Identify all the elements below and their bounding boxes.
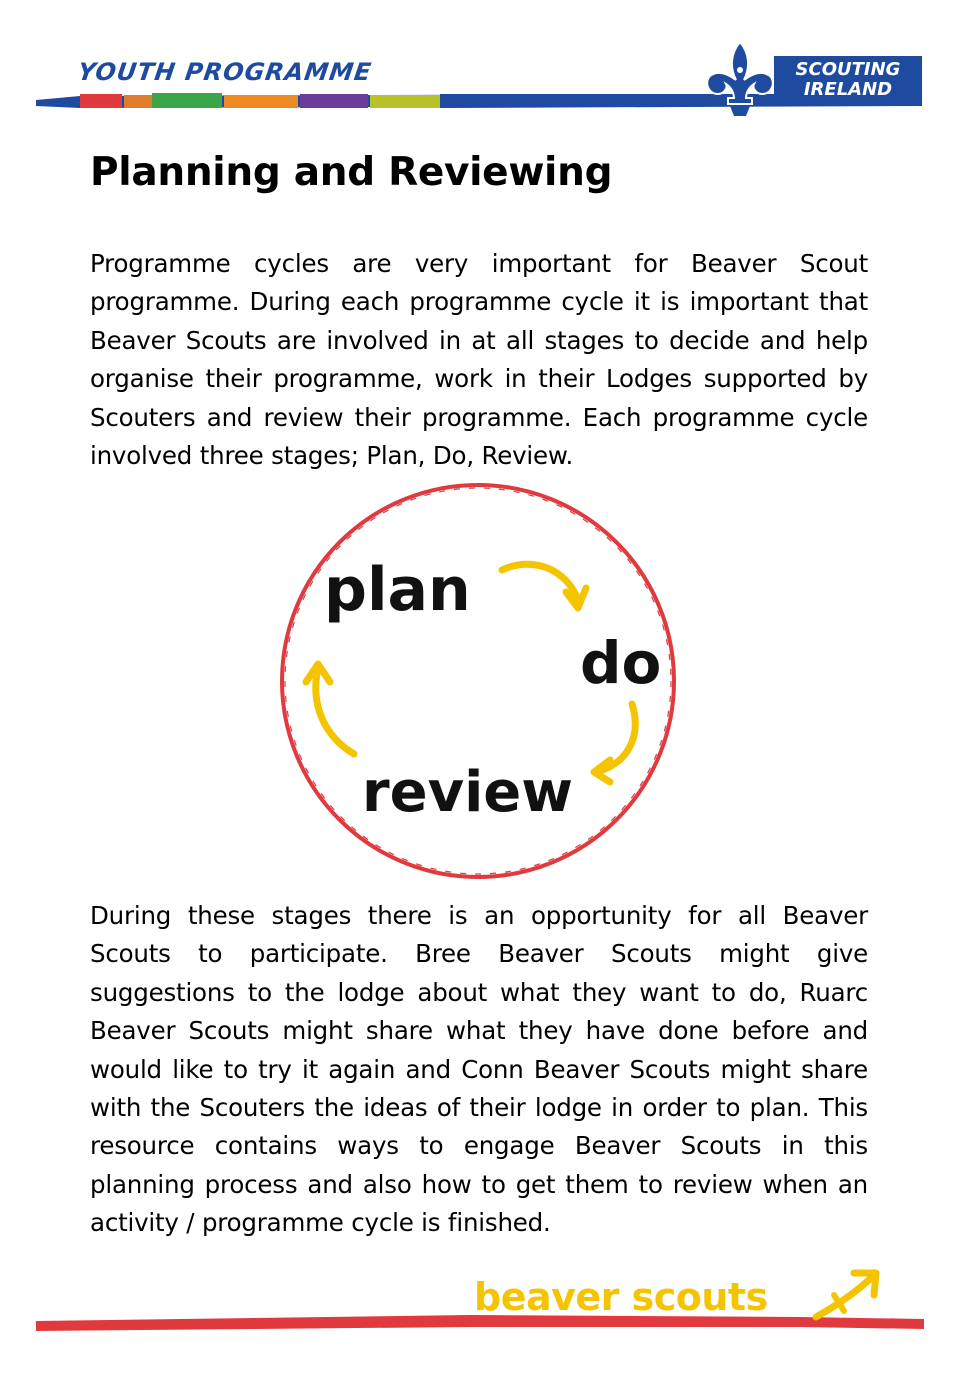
logo-line1: SCOUTING	[795, 59, 901, 80]
youth-programme-label: YOUTH PROGRAMME	[76, 58, 374, 86]
participation-paragraph: During these stages there is an opportunity for all Beaver Scouts to participate. Bree Beaver Scouts might give suggestions to the lodge about what they want to do, Ruarc Beaver Scouts might share what they have done before and would like to try it again and Conn Beaver Scouts might share with the Scouters the ideas of their lodge in order to plan. This resource contains ways to engage Beaver Scouts in this planning process and also how to get them to review when an activity / programme cycle is finished.	[90, 901, 868, 1238]
page-header	[0, 0, 960, 130]
arrow-review-to-plan-icon	[306, 664, 354, 754]
page-footer	[0, 1255, 960, 1355]
do-label: do	[580, 629, 662, 697]
scouting-ireland-logo	[700, 40, 924, 116]
plan-label: plan	[324, 555, 471, 625]
arrow-plan-to-do-icon	[502, 564, 586, 608]
fleur-de-lis-icon	[700, 40, 780, 118]
intro-paragraph: Programme cycles are very important for Beaver Scout programme. During each programme cycle it is important that Beaver Scouts are involved in at all stages to decide and help organise their programme, work in their Lodges supported by Scouters and review their programme. Each programme cycle involved three stages; Plan, Do, Review.	[90, 249, 868, 471]
beaver-scouts-wordmark: beaver scouts	[474, 1275, 768, 1319]
review-label: review	[362, 760, 574, 825]
logo-line2: IRELAND	[803, 79, 893, 100]
plan-do-review-diagram	[270, 478, 690, 888]
beaver-arrow-icon	[810, 1265, 890, 1325]
logo-text-box	[774, 56, 922, 106]
arrow-do-to-review-icon	[594, 704, 635, 782]
page-title: Planning and Reviewing	[90, 150, 613, 195]
